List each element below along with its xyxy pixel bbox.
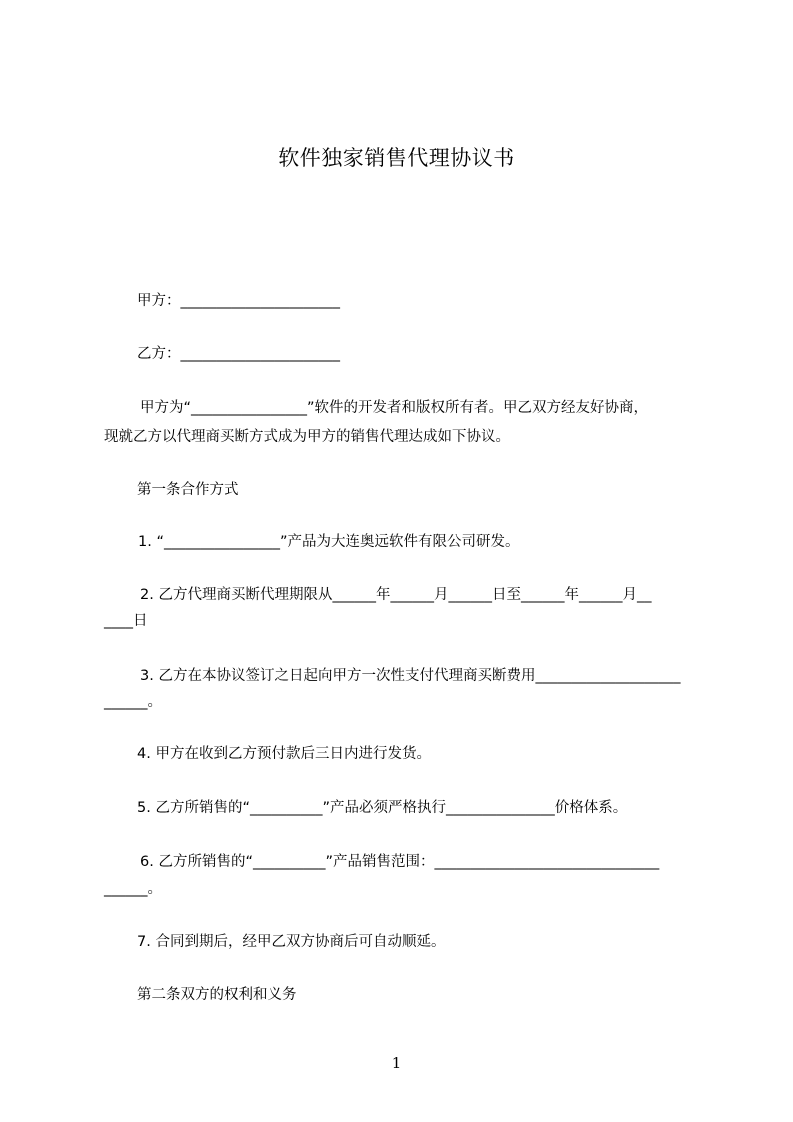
clause-4: 4. 甲方在收到乙方预付款后三日内进行发货。 xyxy=(137,746,431,762)
intro-paragraph-line-2: 现就乙方以代理商买断方式成为甲方的销售代理达成如下协议。 xyxy=(104,429,510,445)
clause-6-line-1: 6. 乙方所销售的“__________”产品销售范围：_______________________________ xyxy=(140,854,660,870)
clause-5: 5. 乙方所销售的“__________”产品必须严格执行_______________价格体系。 xyxy=(137,800,628,816)
document-title: 软件独家销售代理协议书 xyxy=(278,146,515,170)
clause-7: 7. 合同到期后，经甲乙双方协商后可自动顺延。 xyxy=(137,934,446,950)
clause-2-line-1: 2. 乙方代理商买断代理期限从______年______月______日至______年______月__ xyxy=(140,587,652,603)
party-b-line: 乙方：______________________ xyxy=(137,346,340,362)
clause-2-line-2: ____日 xyxy=(104,613,148,629)
article-1-heading: 第一条合作方式 xyxy=(137,482,239,498)
clause-6-line-2: ______。 xyxy=(104,881,162,897)
party-a-line: 甲方：______________________ xyxy=(137,293,340,309)
page-number: 1 xyxy=(391,1054,402,1072)
clause-1: 1. “________________”产品为大连奥远软件有限公司研发。 xyxy=(138,534,520,550)
article-2-heading: 第二条双方的权利和义务 xyxy=(137,987,297,1003)
intro-paragraph-line-1: 甲方为“________________”软件的开发者和版权所有者。甲乙双方经友好协商， xyxy=(140,400,649,416)
clause-3-line-2: ______。 xyxy=(104,694,162,710)
clause-3-line-1: 3. 乙方在本协议签订之日起向甲方一次性支付代理商买断费用____________________ xyxy=(140,668,681,684)
